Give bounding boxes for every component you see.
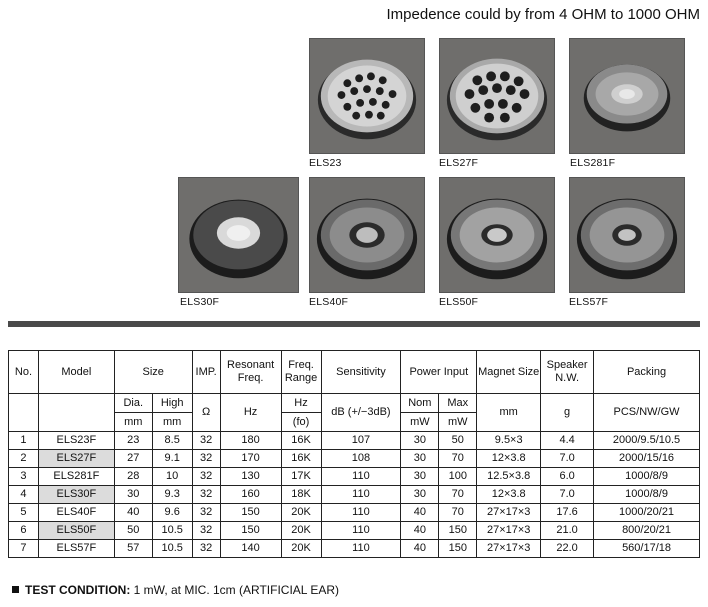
cell-dia: 27 [114, 450, 152, 468]
test-condition-text: 1 mW, at MIC. 1cm (ARTIFICIAL EAR) [130, 583, 340, 597]
cell-high: 9.3 [152, 486, 192, 504]
cell-no: 5 [9, 504, 39, 522]
cell-resonant: 130 [220, 468, 281, 486]
col-header-freq-range: Freq. Range [281, 351, 321, 394]
cell-range: 20K [281, 540, 321, 558]
unit-mm: mm [477, 394, 541, 432]
cell-sensitivity: 107 [321, 432, 401, 450]
col-header-packing: Packing [594, 351, 700, 394]
speaker-photo-els40f [309, 177, 425, 293]
cell-nom: 40 [401, 522, 439, 540]
unit-mm: mm [114, 413, 152, 432]
cell-dia: 30 [114, 486, 152, 504]
col-header-speaker-nw: Speaker N.W. [541, 351, 594, 394]
cell-model: ELS23F [38, 432, 114, 450]
speaker-photo-els30f [178, 177, 299, 293]
photo-caption: ELS23 [309, 157, 342, 169]
cell-dia: 40 [114, 504, 152, 522]
cell-range: 16K [281, 450, 321, 468]
speaker-photo-els50f [439, 177, 555, 293]
cell-nom: 40 [401, 504, 439, 522]
cell-magnet: 12×3.8 [477, 450, 541, 468]
cell-packing: 560/17/18 [594, 540, 700, 558]
cell-max: 70 [439, 450, 477, 468]
cell-high: 9.1 [152, 450, 192, 468]
cell-high: 10.5 [152, 522, 192, 540]
cell-nw: 17.6 [541, 504, 594, 522]
cell-magnet: 27×17×3 [477, 540, 541, 558]
speaker-photo-els23 [309, 38, 425, 154]
cell-nom: 30 [401, 486, 439, 504]
cell-imp: 32 [192, 486, 220, 504]
cell-packing: 1000/20/21 [594, 504, 700, 522]
cell-high: 9.6 [152, 504, 192, 522]
table-row [9, 468, 700, 486]
cell-imp: 32 [192, 432, 220, 450]
cell-no: 6 [9, 522, 39, 540]
cell-sensitivity: 108 [321, 450, 401, 468]
speaker-photo-els281f [569, 38, 685, 154]
header-spacer [38, 394, 114, 432]
speaker-photo-els27f [439, 38, 555, 154]
unit-hz: Hz [281, 394, 321, 413]
unit-packing: PCS/NW/GW [594, 394, 700, 432]
cell-nom: 30 [401, 432, 439, 450]
subheader-high: High [152, 394, 192, 413]
col-header-no: No. [9, 351, 39, 394]
cell-dia: 23 [114, 432, 152, 450]
unit-ohm: Ω [192, 394, 220, 432]
cell-nom: 30 [401, 468, 439, 486]
cell-range: 16K [281, 432, 321, 450]
cell-high: 10 [152, 468, 192, 486]
cell-max: 150 [439, 540, 477, 558]
cell-sensitivity: 110 [321, 504, 401, 522]
col-header-resonant: Resonant Freq. [220, 351, 281, 394]
cell-max: 100 [439, 468, 477, 486]
col-header-model: Model [38, 351, 114, 394]
cell-nw: 7.0 [541, 486, 594, 504]
table-row [9, 540, 700, 558]
cell-packing: 2000/15/16 [594, 450, 700, 468]
cell-model: ELS281F [38, 468, 114, 486]
cell-dia: 57 [114, 540, 152, 558]
cell-no: 3 [9, 468, 39, 486]
photo-caption: ELS30F [180, 296, 220, 308]
cell-magnet: 12.5×3.8 [477, 468, 541, 486]
unit-db: dB (+/−3dB) [321, 394, 401, 432]
cell-no: 4 [9, 486, 39, 504]
cell-sensitivity: 110 [321, 540, 401, 558]
cell-range: 20K [281, 504, 321, 522]
cell-no: 7 [9, 540, 39, 558]
photo-caption: ELS27F [439, 157, 479, 169]
subheader-max: Max [439, 394, 477, 413]
cell-packing: 800/20/21 [594, 522, 700, 540]
cell-resonant: 160 [220, 486, 281, 504]
cell-model: ELS30F [38, 486, 114, 504]
table-row [9, 522, 700, 540]
col-header-sensitivity: Sensitivity [321, 351, 401, 394]
table-row [9, 432, 700, 450]
photo-caption: ELS50F [439, 296, 479, 308]
unit-mw: mW [401, 413, 439, 432]
cell-resonant: 180 [220, 432, 281, 450]
cell-magnet: 27×17×3 [477, 522, 541, 540]
cell-imp: 32 [192, 540, 220, 558]
cell-nw: 22.0 [541, 540, 594, 558]
test-condition-label: TEST CONDITION: [25, 583, 131, 597]
cell-model: ELS57F [38, 540, 114, 558]
cell-imp: 32 [192, 522, 220, 540]
photo-caption: ELS40F [309, 296, 349, 308]
cell-model: ELS27F [38, 450, 114, 468]
unit-hz: Hz [220, 394, 281, 432]
cell-resonant: 150 [220, 522, 281, 540]
headline: Impedence could by from 4 OHM to 1000 OHM [386, 6, 700, 23]
cell-magnet: 27×17×3 [477, 504, 541, 522]
header-spacer [9, 394, 39, 432]
cell-model: ELS50F [38, 522, 114, 540]
cell-dia: 28 [114, 468, 152, 486]
cell-magnet: 12×3.8 [477, 486, 541, 504]
cell-imp: 32 [192, 450, 220, 468]
cell-sensitivity: 110 [321, 486, 401, 504]
square-bullet-icon [12, 586, 19, 593]
test-condition [12, 583, 339, 597]
cell-model: ELS40F [38, 504, 114, 522]
cell-nw: 4.4 [541, 432, 594, 450]
cell-imp: 32 [192, 504, 220, 522]
cell-imp: 32 [192, 468, 220, 486]
col-header-imp: IMP. [192, 351, 220, 394]
section-divider [8, 321, 700, 327]
cell-max: 70 [439, 486, 477, 504]
unit-mm: mm [152, 413, 192, 432]
spec-table [8, 350, 700, 558]
cell-resonant: 170 [220, 450, 281, 468]
cell-magnet: 9.5×3 [477, 432, 541, 450]
unit-mw: mW [439, 413, 477, 432]
table-row [9, 486, 700, 504]
cell-no: 1 [9, 432, 39, 450]
cell-nw: 21.0 [541, 522, 594, 540]
photo-caption: ELS57F [569, 296, 609, 308]
cell-range: 17K [281, 468, 321, 486]
cell-nw: 6.0 [541, 468, 594, 486]
cell-nom: 30 [401, 450, 439, 468]
speaker-photo-els57f [569, 177, 685, 293]
subheader-dia: Dia. [114, 394, 152, 413]
cell-max: 50 [439, 432, 477, 450]
cell-max: 70 [439, 504, 477, 522]
table-row [9, 450, 700, 468]
cell-dia: 50 [114, 522, 152, 540]
cell-sensitivity: 110 [321, 468, 401, 486]
cell-nom: 40 [401, 540, 439, 558]
unit-g: g [541, 394, 594, 432]
cell-range: 18K [281, 486, 321, 504]
cell-packing: 2000/9.5/10.5 [594, 432, 700, 450]
col-header-power-input: Power Input [401, 351, 477, 394]
cell-resonant: 140 [220, 540, 281, 558]
cell-sensitivity: 110 [321, 522, 401, 540]
cell-nw: 7.0 [541, 450, 594, 468]
cell-packing: 1000/8/9 [594, 468, 700, 486]
col-header-magnet-size: Magnet Size [477, 351, 541, 394]
subheader-nom: Nom [401, 394, 439, 413]
cell-high: 10.5 [152, 540, 192, 558]
table-row [9, 504, 700, 522]
cell-no: 2 [9, 450, 39, 468]
cell-high: 8.5 [152, 432, 192, 450]
cell-resonant: 150 [220, 504, 281, 522]
cell-range: 20K [281, 522, 321, 540]
col-header-size: Size [114, 351, 192, 394]
cell-packing: 1000/8/9 [594, 486, 700, 504]
photo-caption: ELS281F [570, 157, 616, 169]
unit-fo: (fo) [281, 413, 321, 432]
cell-max: 150 [439, 522, 477, 540]
